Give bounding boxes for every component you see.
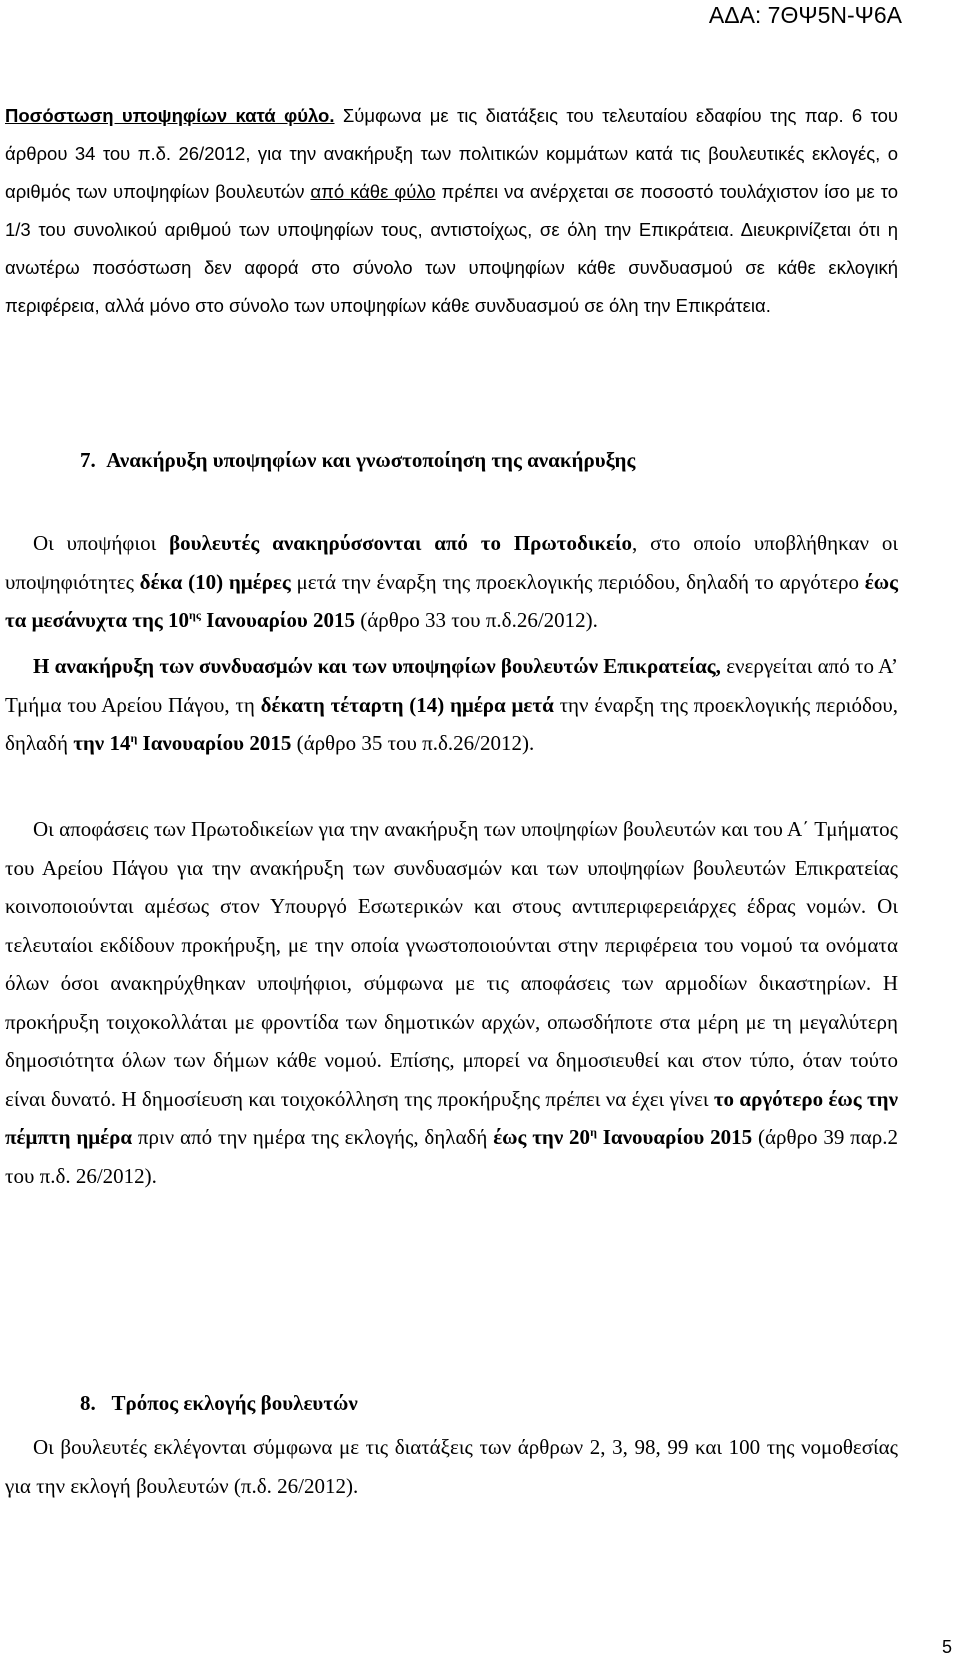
- text: πριν από την ημέρα της εκλογής, δηλαδή: [132, 1125, 494, 1149]
- quota-paragraph: [5, 97, 898, 325]
- bold-text: το αργότερο έως την πέμπτη ημέρα: [5, 1086, 898, 1149]
- section-7-title: Ανακήρυξη υποψηφίων και γνωστοποίηση της ανακήρυξης: [106, 448, 636, 472]
- bold-text: βουλευτές ανακηρύσσονται από το Πρωτοδικείο: [169, 531, 632, 555]
- ada-code: ΑΔΑ: 7ΘΨ5Ν-Ψ6Α: [708, 2, 902, 28]
- quota-text-2: πρέπει να ανέρχεται σε ποσοστό τουλάχιστον ίσο με το 1/3 του συνολικού αριθμού των υποψηφίων τους, αντιστοίχως, σε όλη την Επικράτεια. Διευκρινίζεται ότι η ανωτέρω ποσόστωση δεν αφορά στο σύνολο των υποψηφίων κάθε συνδυασμού σε κάθε εκλογική περιφέρεια, αλλά μόνο στο σύνολο των υποψηφίων κάθε συνδυασμού σε όλη την Επικράτεια.: [5, 181, 899, 316]
- text: ενεργείται από το Α’ Τμήμα του Αρείου Πάγου, τη: [5, 654, 898, 717]
- text: Οι υποψήφιοι: [33, 531, 170, 555]
- text: Οι αποφάσεις των Πρωτοδικείων για την ανακήρυξη των υποψηφίων βουλευτών και του Α΄ Τμήματος του Αρείου Πάγου για την ανακήρυξη των συνδυασμών και των υποψηφίων βουλευτών Επικρατείας κοινοποιούνται αμέσως στον Υπουργό Εσωτερικών και στους αντιπεριφερειάρχες έδρας νομών. Οι τελευταίοι εκδίδουν προκήρυξη, με την οποία γνωστοποιούνται στην περιφέρεια του νομού τα ονόματα όλων όσοι ανακηρύχθηκαν υποψήφιοι, σύμφωνα με τις αποφάσεις των αρμοδίων δικαστηρίων. Η προκήρυξη τοιχοκολλάται με φροντίδα των δημοτικών αρχών, οπωσδήποτε στα μέρη με τη μεγαλύτερη δημοσιότητα όλων των δήμων κάθε νομού. Επίσης, μπορεί να δημοσιευθεί και στον τύπο, όταν τούτο είναι δυνατό. Η δημοσίευση και τοιχοκόλληση της προκήρυξης πρέπει να έχει γίνει: [5, 817, 898, 1111]
- quota-title: Ποσόστωση υποψηφίων κατά φύλο.: [5, 105, 335, 126]
- text: μετά την έναρξη της προεκλογικής περιόδου, δηλαδή το αργότερο: [290, 569, 865, 594]
- bold-text: Η ανακήρυξη των συνδυασμών και των υποψηφίων βουλευτών Επικρατείας,: [33, 654, 721, 678]
- section-8-number: 8.: [80, 1391, 96, 1415]
- section-7-paragraph-3: [5, 810, 898, 1195]
- quota-underlined: από κάθε φύλο: [310, 181, 436, 202]
- quota-text-1: Σύμφωνα με τις διατάξεις του τελευταίου εδαφίου της παρ. 6 του άρθρου 34 του π.δ. 26/2012, για την ανακήρυξη των πολιτικών κομμάτων κατά τις βουλευτικές εκλογές, ο αριθμός των υποψηφίων βουλευτών: [5, 105, 898, 202]
- text: την έναρξη της προεκλογικής περιόδου, δηλαδή: [5, 692, 898, 755]
- bold-text: έως τα μεσάνυχτα της $10^{\eta\varsigma}$ Ιανουαρίου 2015: [5, 569, 898, 632]
- page-number: 5: [942, 1637, 953, 1657]
- bold-text: έως την $20^\eta$ Ιανουαρίου 2015: [493, 1125, 753, 1149]
- section-7-number: 7.: [80, 448, 96, 472]
- bold-text: την $14^\eta$ Ιανουαρίου 2015: [73, 731, 292, 755]
- bold-text: δέκατη τέταρτη (14) ημέρα μετά: [260, 692, 554, 717]
- section-7-paragraph-1: [5, 524, 898, 640]
- section-7-paragraph-2: [5, 647, 898, 763]
- text: (άρθρο 35 του π.δ.26/2012).: [291, 731, 535, 755]
- text: (άρθρο 33 του π.δ.26/2012).: [354, 608, 598, 632]
- text: , στο οποίο υποβλήθηκαν οι υποψηφιότητες: [5, 531, 898, 594]
- section-8-title: Τρόπος εκλογής βουλευτών: [111, 1391, 358, 1415]
- text: (άρθρο 39 παρ.2 του π.δ. 26/2012).: [5, 1125, 898, 1188]
- bold-text: δέκα (10) ημέρες: [139, 569, 291, 594]
- section-8-heading: [80, 1391, 960, 1416]
- section-8-paragraph: Οι βουλευτές εκλέγονται σύμφωνα με τις διατάξεις των άρθρων 2, 3, 98, 99 και 100 της νομοθεσίας για την εκλογή βουλευτών (π.δ. 26/2012).: [5, 1435, 898, 1498]
- section-7-heading: [80, 448, 960, 473]
